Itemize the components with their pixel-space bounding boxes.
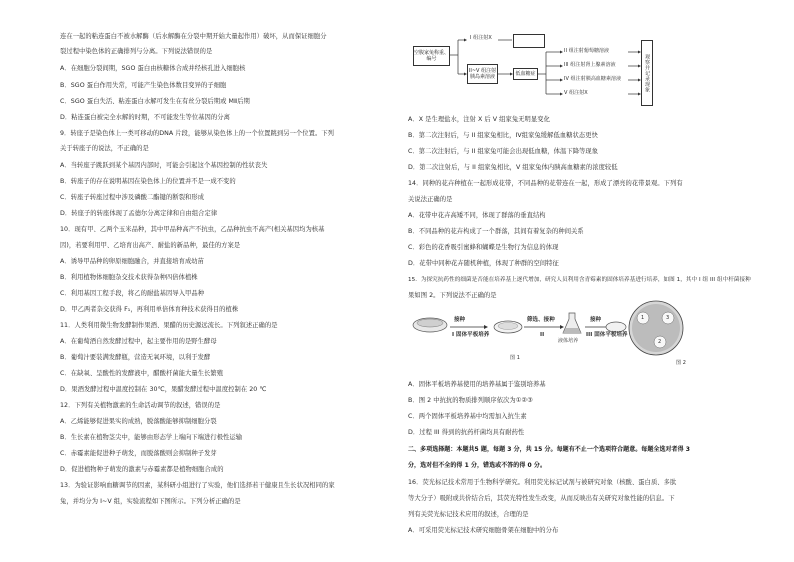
- text-line: B．生长素在植物茎尖中，能够由形态学上端向下端进行极性运输: [60, 434, 243, 441]
- text-line: B．图 2 中抗抗的物质排列顺序依次为①②③: [408, 397, 533, 404]
- stage-label: I 固体平板培养: [452, 332, 490, 338]
- text-line: C．利用基因工程手段，将乙的耐盐基因导入甲品种: [60, 290, 205, 297]
- step-label: 接种: [454, 317, 466, 323]
- text-line: C．转座子转座过程中涉及磷酸二酯键的断裂和形成: [60, 194, 205, 201]
- text-line: B．第二次注射后，与 II 组家兔相比，IV组家兔缓解低血糖状态更快: [408, 132, 598, 139]
- branch-5: V 组注射X: [564, 90, 588, 96]
- text-line: A．乙烯能够促进果实的成熟，脱落酸能够抑制细胞分裂: [60, 418, 217, 425]
- text-line: D．过程 III 得到的抗药杆菌均具有耐药性: [408, 429, 525, 436]
- symptom-box: 低血糖症: [513, 68, 538, 80]
- text-line: A．诱导甲品种的卵原细胞融合，并直接培育成幼苗: [60, 258, 204, 265]
- text-line: 因)，若要利用甲、乙培育出高产、耐盐的新品种，最佳的方案是: [60, 242, 241, 249]
- disc-label: 1: [641, 315, 645, 321]
- text-line: B．葡萄汁要装满发酵瓶，营造无氧环境，以利于发酵: [60, 354, 211, 361]
- text-line: 连在一起的粘连蛋白不被水解酶（后水解酶在分裂中期开始大量起作用）破坏，从而保证细胞分: [60, 33, 327, 40]
- text-line: 列有关荧光标记技术应用的叙述，合理的是: [408, 511, 529, 518]
- group2-5-box: II~V 组注射胰岛素溶液: [467, 64, 498, 84]
- group1-label: I 组注射X: [470, 35, 492, 41]
- stage-label: 液体培养: [558, 338, 579, 344]
- text-line: C．在缺氧、呈酸性的发酵液中，醋酸杆菌能大量生长繁殖: [60, 370, 224, 377]
- stage-label: III 固体平板培养: [586, 332, 628, 338]
- branch-3: III 组注射肾上腺素溶液: [564, 62, 616, 68]
- text-line: 11．人类利用微生物发酵制作果酒、果醋的历史源远流长。下列叙述正确的是: [60, 322, 278, 329]
- text-line: A．固体平板培养基使用的培养基属于鉴别培养基: [408, 381, 546, 388]
- text-line: B．SGO 蛋白作用失常，可能产生染色体数目变异的子细胞: [60, 82, 227, 89]
- text-line: D．粘连蛋白被完全水解的时期，不可能发生等位基因的分离: [60, 114, 230, 121]
- text-line: C．两个固体平板培养基中均需加入抗生素: [408, 413, 527, 420]
- text-line: C．第二次注射后，与 II 组家兔可能会出现低血糖，体温下降等现象: [408, 148, 599, 155]
- step-label: 接种: [590, 317, 602, 323]
- text-line: A．当转座子跳跃到某个基因内部时，可能会引起这个基因控制的性状丧失: [60, 162, 268, 169]
- text-line: 果如图 2。下列说法不正确的是: [408, 292, 497, 299]
- text-line: 15．为探究抗药性的细菌是否能在培养基上逐代增加，研究人员利用含青霉素的固体培养基进行培养，如图 1，其中 I 组 III 组中杆菌接种: [408, 277, 751, 283]
- text-line: 10．现有甲、乙两个玉米品种，其中甲品种高产不抗虫，乙品种抗虫不高产(相关基因均为核基: [60, 226, 325, 233]
- text-line: A．X 是生理盐水，注射 X 后 V 组家兔无明显变化: [408, 116, 550, 123]
- text-line: D．促进植物种子萌发的激素与赤霉素都是植物细胞合成的: [60, 466, 224, 473]
- text-line: 兔，并均分为 I~V 组，实验流程如下图所示。下列分析正确的是: [60, 498, 241, 505]
- text-line: D．第二次注射后，与 II 组家兔相比，V 组家兔体内胰高血糖素的浓度较低: [408, 164, 618, 171]
- text-line: 13．为验证影响血糖调节的因素，某科研小组进行了实验，他们选择若干健康且生长状况相同的家: [60, 482, 335, 489]
- text-line: D．果酒发酵过程中温度控制在 30℃，果醋发酵过程中温度控制在 20 ℃: [60, 386, 267, 393]
- text-line: 16．荧光标记技术常用于生物科学研究。利用荧光标记试剂与被研究对象（核酸、蛋白质、多肽: [408, 479, 677, 486]
- section-heading: 二、多项选择题：本题共5 题，每题 3 分，共 15 分。每题有不止一个选项符合题意。每题全选对者得 3: [408, 446, 691, 453]
- text-line: A．可采用荧光标记技术研究细胞骨架在细胞中的分布: [408, 527, 559, 534]
- text-line: A．花带中花卉高矮不同，体现了群落的垂直结构: [408, 212, 546, 219]
- text-line: C．彩色的花香吸引蜜蜂和蝴蝶是生物行为信息的体现: [408, 244, 559, 251]
- disc-label: 3: [666, 315, 670, 321]
- text-line: D．甲乙两者杂交获得 F₁，再利用单倍体育种技术获得目的植株: [60, 306, 239, 313]
- text-line: C．SGO 蛋白失活、粘连蛋白水解可发生在有丝分裂后期或 MⅡ后期: [60, 98, 250, 105]
- text-line: A．在细胞分裂间期，SGO 蛋白由核糖体合成并经核孔进入细胞核: [60, 65, 246, 72]
- text-line: 关说法正确的是: [408, 196, 453, 203]
- figure-caption: 图 1: [510, 355, 520, 361]
- text-line: A．在葡萄酒自然发酵过程中，起主要作用的是野生酵母: [60, 338, 217, 345]
- text-line: B．转座子的存在说明基因在染色体上的位置并不是一成不变的: [60, 178, 236, 185]
- text-line: 等大分子）吸附或共价结合后，其荧光特性发生改变，从而反映出有关研究对象性能的信息。下: [408, 495, 675, 502]
- text-line: B．不同品种的花卉构成了一个群落，其间有着复杂的种间关系: [408, 228, 584, 235]
- start-box: 空腹家兔称重、编号: [413, 46, 450, 66]
- result-box: 观察并记录现象: [641, 40, 653, 106]
- text-line: 裂过程中染色体的正确排列与分离。下列说法错误的是: [60, 48, 213, 55]
- branch-4: IV 组注射胰高血糖素溶液: [564, 76, 622, 82]
- stage-label: II: [540, 332, 545, 338]
- text-line: B．利用植物体细胞杂交技术获得杂种四倍体植株: [60, 274, 198, 281]
- branch-2: II 组注射葡萄糖溶液: [564, 48, 610, 54]
- text-line: D．转座子的转座体现了孟德尔分离定律和自由组合定律: [60, 210, 218, 217]
- text-line: C．赤霉素能促进种子萌发，而脱落酸则会抑制种子发芽: [60, 450, 217, 457]
- text-line: 9．转座子是染色体上一类可移动的DNA 片段，能够从染色体上的一个位置跳到另一个位置。下列: [60, 130, 334, 137]
- step-label: 筛选、接种: [527, 317, 555, 323]
- disc-label: 2: [658, 339, 662, 345]
- figure-caption: 图 2: [676, 360, 686, 366]
- text-line: 关于转座子的说法，不正确的是: [60, 145, 149, 152]
- text-line: 14．同种的花卉种植在一起形成花带，不同品种的花带连在一起，形成了漂亮的花带景观。下列有: [408, 180, 683, 187]
- text-line: D．花带中同种花卉随机种植，体现了种群的空间特征: [408, 260, 559, 267]
- section-heading: 分，选对但不全的得 1 分，错选或不答的得 0 分。: [408, 462, 547, 469]
- text-line: 12．下列有关植物激素的生命活动调节的叙述，错误的是: [60, 402, 221, 409]
